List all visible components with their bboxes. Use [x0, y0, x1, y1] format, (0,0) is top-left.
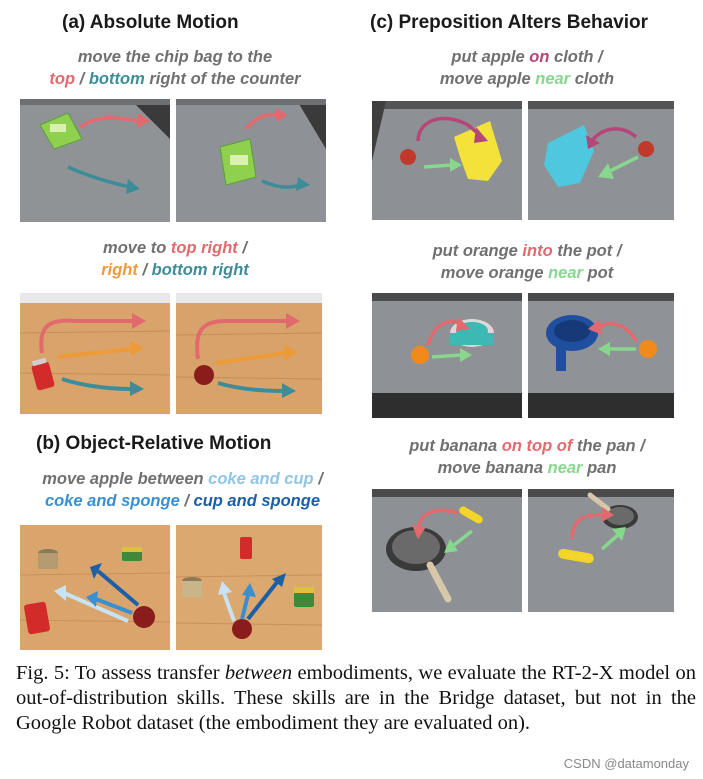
instruction-b1-prefix: move apple between [42, 470, 209, 488]
instruction-c2 [372, 240, 682, 284]
instruction-b1-sep1: / [313, 470, 323, 488]
instruction-a2-sep1: / [237, 239, 247, 257]
objects-photo-1 [20, 525, 170, 650]
chip-bag-photo-1 [20, 99, 170, 222]
apple-icon [194, 365, 214, 385]
instruction-c1-near: near [535, 70, 571, 88]
instruction-c1-p3: move apple [439, 70, 536, 88]
instruction-b1-cup-sponge: cup and sponge [193, 492, 321, 510]
instruction-c3-p1: put banana [409, 437, 502, 455]
instruction-c1 [372, 46, 682, 90]
instruction-c2-p1: put orange [432, 242, 523, 260]
instruction-b1-coke-sponge: coke and sponge [44, 492, 180, 510]
sponge-icon [294, 587, 314, 607]
instruction-c2-p4: pot [582, 264, 614, 282]
coke-can-icon [240, 537, 252, 559]
instruction-a2-sep2: / [137, 261, 152, 279]
apple-icon [400, 149, 416, 165]
instruction-c2-p2: the pot / [552, 242, 622, 260]
pot-photo-2 [528, 293, 674, 418]
instruction-c1-p2: cloth / [549, 48, 603, 66]
apple-icon [232, 619, 252, 639]
instruction-a2-right: right [101, 261, 138, 279]
instruction-b1-coke-cup: coke and cup [208, 470, 314, 488]
instruction-a2 [20, 237, 330, 281]
instruction-a1-bottom: bottom [88, 70, 145, 88]
instruction-c1-p1: put apple [451, 48, 530, 66]
objects-photo-2 [176, 525, 322, 650]
apple-table-photo [176, 293, 322, 414]
pan-photo-2 [528, 489, 674, 612]
instruction-c2-into: into [522, 242, 553, 260]
instruction-a1-top: top [49, 70, 76, 88]
instruction-a2-bottom-right: bottom right [151, 261, 249, 279]
cup-icon [38, 549, 58, 569]
cloth-photo-2 [528, 101, 674, 220]
instruction-a1-rest: right of the counter [144, 70, 301, 88]
apple-icon [133, 606, 155, 628]
instruction-c2-p3: move orange [440, 264, 549, 282]
caption-prefix: Fig. 5: To assess transfer [16, 662, 225, 684]
instruction-a2-top-right: top right [170, 239, 238, 257]
section-a-title: (a) Absolute Motion [62, 12, 239, 33]
instruction-c2-near: near [548, 264, 583, 282]
chip-bag-photo-2 [176, 99, 326, 222]
instruction-c1-on: on [529, 48, 550, 66]
sponge-icon [122, 547, 142, 561]
coke-table-photo [20, 293, 170, 414]
caption-rest: embodiments, we evaluate the RT-2-X model on out-of-distribution skills. These skills are in the Bridge dataset, but not in the Google Robot dataset (the embodiment they are evaluated on). [16, 662, 702, 734]
cloth-photo-1 [372, 101, 522, 220]
pot-photo-1 [372, 293, 522, 418]
instruction-a1 [20, 46, 330, 90]
caption-emph: between [224, 662, 293, 684]
instruction-c1-p4: cloth [570, 70, 615, 88]
orange-icon [411, 346, 429, 364]
instruction-b1 [10, 468, 355, 512]
instruction-b1-sep2: / [179, 492, 194, 510]
instruction-c3-p3: move banana [437, 459, 548, 477]
chip-bag-icon [220, 139, 256, 185]
instruction-c3 [372, 435, 682, 479]
instruction-c3-near: near [547, 459, 583, 477]
section-c-title: (c) Preposition Alters Behavior [370, 12, 649, 33]
apple-icon [638, 141, 654, 157]
instruction-a2-prefix: move to [103, 239, 171, 257]
watermark: CSDN @datamonday [563, 756, 689, 771]
instruction-a1-sep: / [75, 70, 89, 88]
figure-caption [16, 661, 702, 736]
instruction-c3-p4: pan [582, 459, 617, 477]
section-b-title: (b) Object-Relative Motion [36, 433, 272, 454]
orange-icon [639, 340, 657, 358]
pan-photo-1 [372, 489, 522, 612]
instruction-a1-line1: move the chip bag to the [77, 48, 273, 66]
instruction-c3-on-top-of: on top of [501, 437, 573, 455]
cup-icon [182, 577, 202, 597]
instruction-c3-p2: the pan / [572, 437, 645, 455]
